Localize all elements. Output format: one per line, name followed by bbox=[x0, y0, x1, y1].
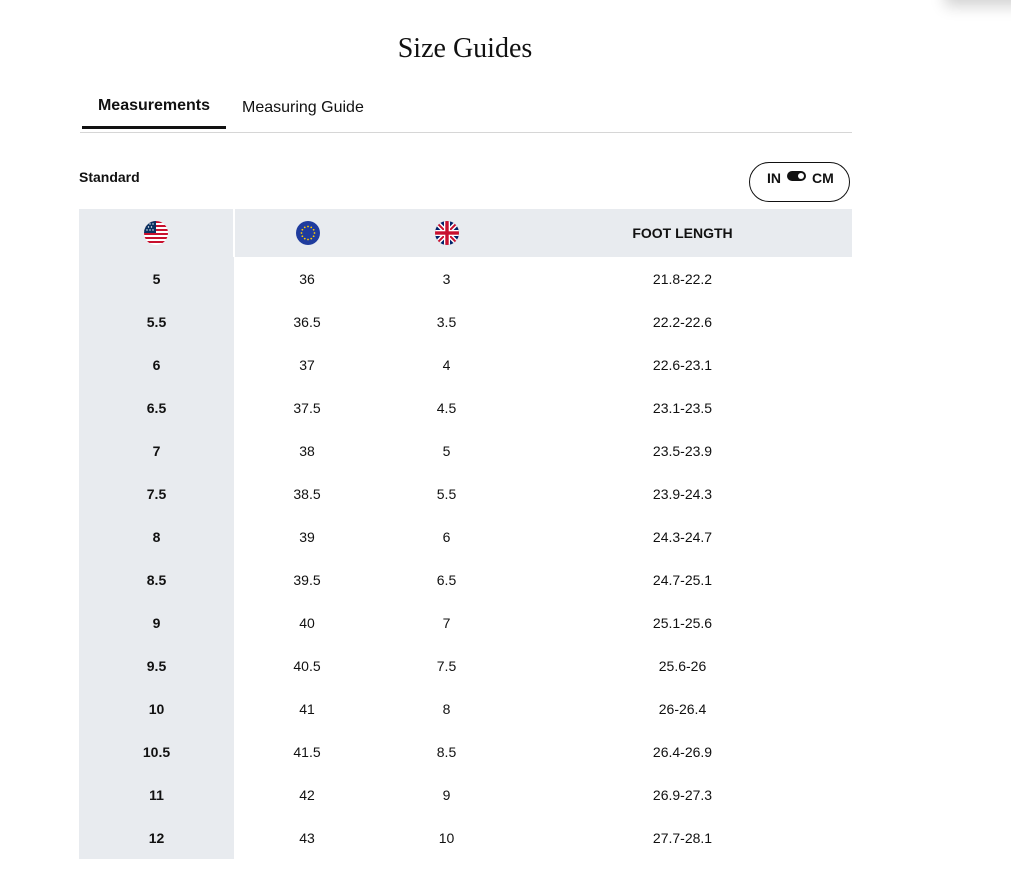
table-row bbox=[79, 773, 852, 816]
cell-foot-length: 25.6-26 bbox=[658, 657, 707, 674]
tab-bar bbox=[80, 86, 852, 133]
cell-uk: 5.5 bbox=[436, 485, 457, 502]
table-row bbox=[79, 472, 852, 515]
header-eu bbox=[234, 209, 380, 257]
cell-foot-length: 23.5-23.9 bbox=[652, 442, 713, 459]
cell-uk: 4.5 bbox=[436, 399, 457, 416]
cell-foot-length: 26-26.4 bbox=[658, 700, 707, 717]
cell-us: 5 bbox=[79, 257, 234, 300]
cell-foot-length: 23.9-24.3 bbox=[652, 485, 713, 502]
table-row bbox=[79, 558, 852, 601]
cell-eu: 38 bbox=[299, 442, 315, 459]
cell-us: 9.5 bbox=[79, 644, 234, 687]
table-row bbox=[79, 386, 852, 429]
cell-eu: 39 bbox=[299, 528, 315, 545]
cell-us: 10 bbox=[79, 687, 234, 730]
cell-us: 12 bbox=[79, 816, 234, 859]
cell-uk: 8 bbox=[442, 700, 451, 717]
cell-foot-length: 23.1-23.5 bbox=[652, 399, 713, 416]
cell-us: 5.5 bbox=[79, 300, 234, 343]
cell-uk: 5 bbox=[442, 442, 451, 459]
cell-us: 8 bbox=[79, 515, 234, 558]
cell-foot-length: 22.2-22.6 bbox=[652, 313, 713, 330]
section-label: Standard bbox=[79, 169, 140, 185]
cell-us: 10.5 bbox=[79, 730, 234, 773]
table-row bbox=[79, 730, 852, 773]
table-row bbox=[79, 816, 852, 859]
cell-eu: 43 bbox=[299, 829, 315, 846]
toggle-knob bbox=[798, 173, 804, 179]
cell-us: 7 bbox=[79, 429, 234, 472]
cell-eu: 39.5 bbox=[293, 571, 321, 588]
cell-foot-length: 24.7-25.1 bbox=[652, 571, 713, 588]
cell-foot-length: 25.1-25.6 bbox=[652, 614, 713, 631]
eu-flag-icon bbox=[296, 221, 320, 245]
cell-eu: 40.5 bbox=[293, 657, 321, 674]
table-row bbox=[79, 300, 852, 343]
header-foot-length: FOOT LENGTH bbox=[513, 209, 852, 257]
unit-toggle[interactable] bbox=[749, 162, 850, 202]
cell-foot-length: 26.9-27.3 bbox=[652, 786, 713, 803]
cell-uk: 7.5 bbox=[436, 657, 457, 674]
cell-uk: 8.5 bbox=[436, 743, 457, 760]
cell-uk: 6.5 bbox=[436, 571, 457, 588]
tab-measurements[interactable]: Measurements bbox=[82, 86, 226, 129]
uk-flag-icon bbox=[435, 221, 459, 245]
toggle-switch-icon[interactable] bbox=[787, 171, 806, 181]
cell-foot-length: 26.4-26.9 bbox=[652, 743, 713, 760]
cell-uk: 10 bbox=[438, 829, 455, 846]
cell-uk: 3 bbox=[442, 270, 451, 287]
us-flag-icon bbox=[144, 221, 168, 245]
unit-cm-label: CM bbox=[812, 170, 834, 186]
cell-uk: 4 bbox=[442, 356, 451, 373]
table-row bbox=[79, 601, 852, 644]
tab-measuring-guide[interactable]: Measuring Guide bbox=[242, 86, 368, 129]
cell-uk: 3.5 bbox=[436, 313, 457, 330]
cell-uk: 9 bbox=[442, 786, 451, 803]
cell-eu: 38.5 bbox=[293, 485, 321, 502]
cell-eu: 37.5 bbox=[293, 399, 321, 416]
table-row bbox=[79, 343, 852, 386]
cell-us: 11 bbox=[79, 773, 234, 816]
table-row bbox=[79, 257, 852, 300]
cell-foot-length: 24.3-24.7 bbox=[652, 528, 713, 545]
cell-eu: 41 bbox=[299, 700, 315, 717]
table-header-row bbox=[79, 209, 852, 257]
table-row bbox=[79, 429, 852, 472]
cell-eu: 36.5 bbox=[293, 313, 321, 330]
unit-in-label: IN bbox=[767, 170, 781, 186]
cell-us: 6.5 bbox=[79, 386, 234, 429]
cell-us: 7.5 bbox=[79, 472, 234, 515]
cell-us: 6 bbox=[79, 343, 234, 386]
cell-eu: 41.5 bbox=[293, 743, 321, 760]
cell-foot-length: 21.8-22.2 bbox=[652, 270, 713, 287]
header-uk bbox=[380, 209, 513, 257]
table-row bbox=[79, 687, 852, 730]
cell-foot-length: 22.6-23.1 bbox=[652, 356, 713, 373]
header-us bbox=[79, 209, 234, 257]
table-row bbox=[79, 644, 852, 687]
cell-eu: 40 bbox=[299, 614, 315, 631]
size-table bbox=[79, 209, 852, 859]
cell-eu: 42 bbox=[299, 786, 315, 803]
cell-us: 8.5 bbox=[79, 558, 234, 601]
cell-eu: 37 bbox=[299, 356, 315, 373]
page-title: Size Guides bbox=[397, 33, 533, 64]
cell-eu: 36 bbox=[299, 270, 315, 287]
cell-us: 9 bbox=[79, 601, 234, 644]
cell-uk: 6 bbox=[442, 528, 451, 545]
cell-foot-length: 27.7-28.1 bbox=[652, 829, 713, 846]
table-row bbox=[79, 515, 852, 558]
cell-uk: 7 bbox=[442, 614, 451, 631]
